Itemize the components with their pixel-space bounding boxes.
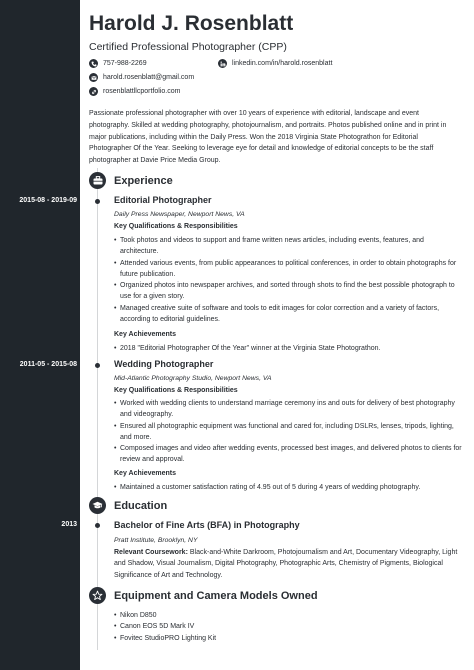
job-2-achievements-label: Key Achievements <box>114 470 176 477</box>
job-2-dates: 2011-05 - 2015-08 <box>19 361 77 368</box>
job-1-dates: 2015-08 - 2019-09 <box>19 197 77 204</box>
link-icon <box>89 87 98 96</box>
education-degree: Bachelor of Fine Arts (BFA) in Photography <box>114 520 300 530</box>
job-1-responsibilities <box>114 235 464 325</box>
job-2-title: Wedding Photographer <box>114 359 214 369</box>
education-coursework <box>114 547 464 581</box>
equipment-list <box>114 610 464 644</box>
job-2-achievements <box>114 482 464 493</box>
list-item: • Took photos and videos to support and frame written news articles, including events, features, and architecture. <box>114 235 464 258</box>
section-title-education: Education <box>114 500 168 512</box>
section-title-equipment: Equipment and Camera Models Owned <box>114 590 318 602</box>
job-1-achievements-label: Key Achievements <box>114 331 176 338</box>
contact-email <box>89 73 194 82</box>
job-2-responsibilities <box>114 398 464 466</box>
email-icon <box>89 73 98 82</box>
graduation-cap-icon <box>89 497 106 514</box>
job-1-achievements <box>114 343 464 354</box>
list-item: • Managed creative suite of software and tools to edit images for color correction and a variety of factors, according to editorial guidelines. <box>114 303 464 326</box>
job-1-qualifications-label: Key Qualifications & Responsibilities <box>114 223 238 230</box>
job-1-title: Editorial Photographer <box>114 195 212 205</box>
linkedin-icon <box>218 59 227 68</box>
list-item: • Organized photos into newspaper archives, and sorted through shots to find the best possible photograph to use for a given story. <box>114 280 464 303</box>
list-item: • 2018 "Editorial Photographer Of the Year" winner at the Virginia State Photograthon. <box>114 343 464 354</box>
contact-portfolio <box>89 87 180 96</box>
job-2-qualifications-label: Key Qualifications & Responsibilities <box>114 387 238 394</box>
timeline-dot <box>95 523 100 528</box>
education-school: Pratt Institute, Brooklyn, NY <box>114 537 198 544</box>
phone-text[interactable]: 757-988-2269 <box>103 60 147 67</box>
contact-linkedin <box>218 59 332 68</box>
job-2-company: Mid-Atlantic Photography Studio, Newport News, VA <box>114 375 272 382</box>
contact-phone <box>89 59 147 68</box>
education-dates: 2013 <box>61 521 77 528</box>
email-text[interactable]: harold.rosenblatt@gmail.com <box>103 74 195 81</box>
linkedin-text[interactable]: linkedin.com/in/harold.rosenblatt <box>232 60 333 67</box>
portfolio-text[interactable]: rosenblattllcportfolio.com <box>103 88 181 95</box>
phone-icon <box>89 59 98 68</box>
list-item: • Fovitec StudioPRO Lighting Kit <box>114 633 464 644</box>
candidate-name: Harold J. Rosenblatt <box>89 12 294 35</box>
job-1-company: Daily Press Newspaper, Newport News, VA <box>114 211 245 218</box>
timeline-dot <box>95 363 100 368</box>
list-item: • Worked with wedding clients to understand marriage ceremony ins and outs for delivery of best photography and videography. <box>114 398 464 421</box>
list-item: • Nikon D850 <box>114 610 464 621</box>
list-item: • Composed images and video after wedding events, processed best images, and delivered photos to clients for review and approval. <box>114 443 464 466</box>
list-item: • Attended various events, from public appearances to political conferences, in order to obtain photographs for future publication. <box>114 258 464 281</box>
list-item: • Maintained a customer satisfaction rating of 4.95 out of 5 during 4 years of wedding photography. <box>114 482 464 493</box>
candidate-title: Certified Professional Photographer (CPP) <box>89 41 287 53</box>
timeline-dot <box>95 199 100 204</box>
briefcase-icon <box>89 172 106 189</box>
timeline-line <box>97 168 98 650</box>
summary-text: Passionate professional photographer with over 10 years of experience with editorial, landscape and event photography. Skilled at wedding photography, photojournalism, and portraits. Photos published online and in print in major publications, including within the Daily Press. Won the 2018 Virginia State Photograthon for Editorial Photographer Of the Year. Seeking to leverage eye for detail and knowledge of editorial concepts to be the staff photographer at Davie Price Media Group. <box>89 110 447 165</box>
star-icon <box>89 587 106 604</box>
coursework-label: Relevant Coursework: <box>114 549 188 556</box>
list-item: • Ensured all photographic equipment was functional and cared for, including DSLRs, lenses, tripods, lighting, and more. <box>114 421 464 444</box>
list-item: • Canon EOS 5D Mark IV <box>114 621 464 632</box>
sidebar <box>0 0 80 670</box>
coursework-text: Black-and-White Darkroom, Photojournalism and Art, Documentary Videography, Light and Shadow, Visual Journalism, Digital Photography, Photographic Arts, Chemistry of Pigments, Biological Significance of Art and Technology. <box>114 549 458 579</box>
section-title-experience: Experience <box>114 175 173 187</box>
